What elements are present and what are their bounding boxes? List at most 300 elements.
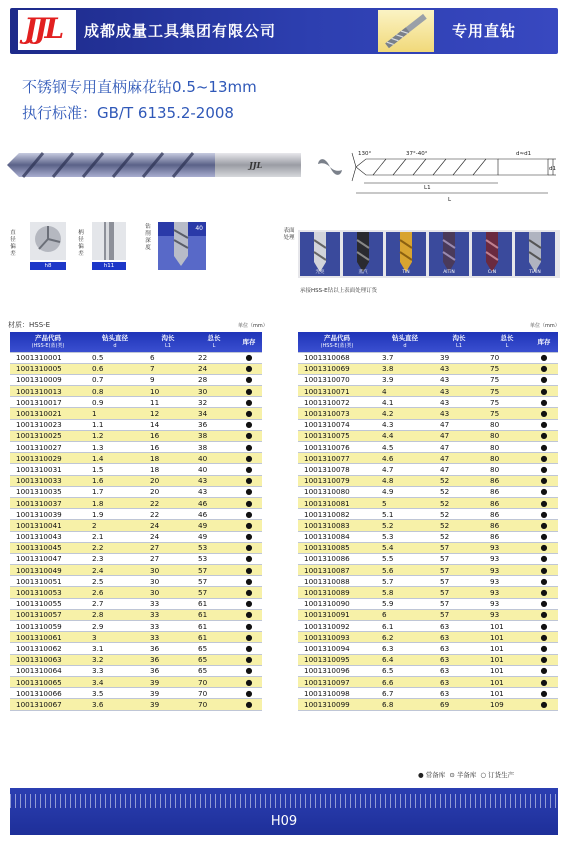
- coating-caption: AlTiN: [443, 270, 455, 275]
- cell-total-length: 86: [484, 497, 530, 508]
- cell-code: 1001310084: [298, 531, 376, 542]
- cell-code: 1001310043: [10, 531, 86, 542]
- cell-stock: ●: [530, 475, 558, 486]
- cell-code: 1001310082: [298, 509, 376, 520]
- cell-diameter: 1.9: [86, 509, 144, 520]
- coating-caption: TiN: [402, 270, 410, 275]
- company-logo: JJL: [24, 12, 62, 45]
- table-row: [298, 699, 558, 710]
- cell-flute-length: 57: [434, 598, 484, 609]
- cell-total-length: 101: [484, 665, 530, 676]
- cell-code: 1001310067: [10, 699, 86, 710]
- table-row: [10, 665, 262, 676]
- cell-flute-length: 47: [434, 419, 484, 430]
- shank-tolerance-tag: h11: [92, 262, 126, 270]
- cell-diameter: 1.1: [86, 419, 144, 430]
- cell-total-length: 101: [484, 676, 530, 687]
- cell-diameter: 1: [86, 408, 144, 419]
- cell-stock: ●: [530, 643, 558, 654]
- col-stock: 库存: [236, 332, 262, 352]
- cell-diameter: 2.4: [86, 565, 144, 576]
- cell-flute-length: 39: [144, 676, 192, 687]
- cell-code: 1001310091: [298, 609, 376, 620]
- cell-code: 1001310029: [10, 453, 86, 464]
- table-row: [298, 464, 558, 475]
- cell-total-length: 65: [192, 643, 236, 654]
- cell-stock: ●: [530, 676, 558, 687]
- cell-total-length: 75: [484, 386, 530, 397]
- stock-legend: [418, 770, 516, 779]
- cell-total-length: 40: [192, 453, 236, 464]
- cell-code: 1001310063: [10, 654, 86, 665]
- cell-stock: ●: [530, 374, 558, 385]
- table-row: [298, 509, 558, 520]
- unit-label-right: 单位（mm）: [530, 323, 560, 329]
- cell-diameter: 3.7: [376, 352, 434, 363]
- cell-total-length: 61: [192, 598, 236, 609]
- table-row: [298, 386, 558, 397]
- col-stock: 库存: [530, 332, 558, 352]
- cell-stock: ●: [236, 497, 262, 508]
- cell-stock: ●: [236, 643, 262, 654]
- cell-diameter: 3: [86, 632, 144, 643]
- table-row: [298, 609, 558, 620]
- table-row: [10, 363, 262, 374]
- cell-total-length: 86: [484, 531, 530, 542]
- cell-diameter: 4.2: [376, 408, 434, 419]
- drilling-depth-tag: 40: [195, 225, 203, 232]
- cell-code: 1001310096: [298, 665, 376, 676]
- cell-total-length: 28: [192, 374, 236, 385]
- cell-stock: ●: [236, 576, 262, 587]
- cell-code: 1001310093: [298, 632, 376, 643]
- table-row: [10, 430, 262, 441]
- cell-flute-length: 36: [144, 643, 192, 654]
- page-footer: [0, 788, 568, 841]
- cell-diameter: 6.1: [376, 621, 434, 632]
- cell-diameter: 2.1: [86, 531, 144, 542]
- cell-code: 1001310069: [298, 363, 376, 374]
- cell-total-length: 86: [484, 486, 530, 497]
- table-row: [298, 643, 558, 654]
- cell-code: 1001310073: [298, 408, 376, 419]
- cell-diameter: 4.9: [376, 486, 434, 497]
- coating-label: 表面处理: [283, 228, 295, 241]
- table-row: [10, 676, 262, 687]
- cell-total-length: 38: [192, 442, 236, 453]
- cell-stock: ●: [236, 699, 262, 710]
- cell-flute-length: 20: [144, 475, 192, 486]
- cell-stock: ●: [236, 352, 262, 363]
- cell-flute-length: 16: [144, 442, 192, 453]
- cell-diameter: 5.2: [376, 520, 434, 531]
- table-row: [298, 352, 558, 363]
- cell-flute-length: 12: [144, 408, 192, 419]
- cell-code: 1001310087: [298, 565, 376, 576]
- cell-stock: ●: [236, 632, 262, 643]
- table-row: [10, 553, 262, 564]
- spec-table-right: [298, 332, 558, 711]
- coating-caption: CrN: [487, 270, 497, 275]
- helix-angle-label: 37°-40°: [406, 151, 428, 157]
- col-code: 产品代码 (HSS-E(蓝)类): [298, 332, 376, 352]
- cell-flute-length: 24: [144, 520, 192, 531]
- cell-stock: ●: [530, 408, 558, 419]
- cell-flute-length: 14: [144, 419, 192, 430]
- cell-diameter: 3.1: [86, 643, 144, 654]
- cell-flute-length: 63: [434, 654, 484, 665]
- cell-diameter: 2.3: [86, 553, 144, 564]
- table-row: [10, 598, 262, 609]
- cell-flute-length: 63: [434, 665, 484, 676]
- cell-code: 1001310055: [10, 598, 86, 609]
- cell-stock: ●: [530, 542, 558, 553]
- legend-half: ⊙ 半备库: [449, 771, 477, 779]
- drilling-depth-label: 钻削深度: [145, 224, 151, 251]
- cell-code: 1001310092: [298, 621, 376, 632]
- cell-stock: ●: [236, 609, 262, 620]
- cell-total-length: 40: [192, 464, 236, 475]
- drill-cross-section: [315, 150, 345, 185]
- cell-flute-length: 16: [144, 430, 192, 441]
- table-row: [10, 520, 262, 531]
- table-row: [298, 654, 558, 665]
- cell-diameter: 0.7: [86, 374, 144, 385]
- coating-caption: 蒸汽: [358, 270, 368, 275]
- cell-stock: ●: [530, 509, 558, 520]
- cell-diameter: 5: [376, 497, 434, 508]
- cell-diameter: 1.6: [86, 475, 144, 486]
- cell-total-length: 93: [484, 609, 530, 620]
- cell-diameter: 6.7: [376, 688, 434, 699]
- cell-diameter: 6.2: [376, 632, 434, 643]
- cell-diameter: 4: [376, 386, 434, 397]
- cell-code: 1001310090: [298, 598, 376, 609]
- cell-diameter: 1.8: [86, 497, 144, 508]
- cell-total-length: 46: [192, 497, 236, 508]
- table-row: [298, 363, 558, 374]
- cell-code: 1001310051: [10, 576, 86, 587]
- cell-total-length: 101: [484, 643, 530, 654]
- cell-stock: ●: [236, 509, 262, 520]
- table-row: [10, 497, 262, 508]
- cell-diameter: 4.4: [376, 430, 434, 441]
- cell-diameter: 3.4: [86, 676, 144, 687]
- cell-code: 1001310088: [298, 576, 376, 587]
- cell-stock: ●: [236, 453, 262, 464]
- product-title: 不锈钢专用直柄麻花钻0.5~13mm: [22, 78, 257, 96]
- coating-altin: [429, 232, 469, 276]
- table-row: [298, 688, 558, 699]
- cell-stock: ●: [236, 688, 262, 699]
- cell-diameter: 3.9: [376, 374, 434, 385]
- cell-code: 1001310077: [298, 453, 376, 464]
- drilling-depth-icon: [158, 222, 206, 270]
- cell-flute-length: 9: [144, 374, 192, 385]
- table-row: [10, 408, 262, 419]
- table-row: [298, 442, 558, 453]
- cell-code: 1001310037: [10, 497, 86, 508]
- cell-stock: ●: [530, 453, 558, 464]
- cell-total-length: 57: [192, 587, 236, 598]
- table-row: [10, 565, 262, 576]
- cell-total-length: 32: [192, 397, 236, 408]
- cell-stock: ●: [236, 374, 262, 385]
- cell-stock: ●: [530, 386, 558, 397]
- cell-flute-length: 52: [434, 531, 484, 542]
- cell-diameter: 4.5: [376, 442, 434, 453]
- coating-crn: [472, 232, 512, 276]
- cell-total-length: 61: [192, 609, 236, 620]
- cell-code: 1001310035: [10, 486, 86, 497]
- cell-diameter: 2.7: [86, 598, 144, 609]
- cell-diameter: 1.3: [86, 442, 144, 453]
- table-header-row: [298, 332, 558, 352]
- cell-code: 1001310068: [298, 352, 376, 363]
- cell-flute-length: 11: [144, 397, 192, 408]
- cell-flute-length: 36: [144, 654, 192, 665]
- shank-tolerance-icon: [92, 222, 126, 260]
- table-row: [10, 386, 262, 397]
- table-row: [10, 509, 262, 520]
- cell-flute-length: 52: [434, 520, 484, 531]
- cell-diameter: 2.5: [86, 576, 144, 587]
- table-row: [298, 497, 558, 508]
- cell-diameter: 5.4: [376, 542, 434, 553]
- cell-flute-length: 7: [144, 363, 192, 374]
- cell-flute-length: 39: [434, 352, 484, 363]
- col-flute-length: 沟长 L1: [434, 332, 484, 352]
- l-label: L: [448, 197, 452, 203]
- cell-stock: ●: [236, 386, 262, 397]
- cell-diameter: 5.8: [376, 587, 434, 598]
- table-header-row: [10, 332, 262, 352]
- shank-tolerance-label: 柄径偏差: [78, 230, 84, 257]
- table-row: [298, 486, 558, 497]
- table-row: [10, 442, 262, 453]
- cell-total-length: 70: [192, 699, 236, 710]
- cell-flute-length: 57: [434, 553, 484, 564]
- cell-stock: ●: [530, 553, 558, 564]
- cell-total-length: 61: [192, 621, 236, 632]
- table-row: [298, 408, 558, 419]
- cell-total-length: 101: [484, 621, 530, 632]
- cell-total-length: 61: [192, 632, 236, 643]
- cell-diameter: 0.6: [86, 363, 144, 374]
- cell-code: 1001310078: [298, 464, 376, 475]
- cell-stock: ●: [530, 486, 558, 497]
- cell-diameter: 2.2: [86, 542, 144, 553]
- cell-code: 1001310072: [298, 397, 376, 408]
- cell-code: 1001310086: [298, 553, 376, 564]
- cell-total-length: 65: [192, 665, 236, 676]
- cell-code: 1001310013: [10, 386, 86, 397]
- cell-diameter: 3.6: [86, 699, 144, 710]
- cell-total-length: 34: [192, 408, 236, 419]
- table-row: [298, 576, 558, 587]
- cell-code: 1001310023: [10, 419, 86, 430]
- cell-stock: ●: [236, 363, 262, 374]
- cell-flute-length: 52: [434, 475, 484, 486]
- cell-stock: ●: [236, 565, 262, 576]
- table-row: [298, 419, 558, 430]
- cell-code: 1001310009: [10, 374, 86, 385]
- cell-total-length: 75: [484, 408, 530, 419]
- cell-stock: ●: [530, 363, 558, 374]
- cell-flute-length: 52: [434, 509, 484, 520]
- cell-diameter: 3.3: [86, 665, 144, 676]
- cell-flute-length: 47: [434, 430, 484, 441]
- cell-code: 1001310080: [298, 486, 376, 497]
- cell-code: 1001310062: [10, 643, 86, 654]
- cell-flute-length: 33: [144, 598, 192, 609]
- l1-label: L1: [424, 185, 431, 191]
- legend-stock: ● 常备库: [418, 771, 446, 779]
- table-row: [10, 419, 262, 430]
- table-row: [298, 553, 558, 564]
- cell-stock: ●: [530, 665, 558, 676]
- cell-code: 1001310027: [10, 442, 86, 453]
- table-row: [10, 699, 262, 710]
- cell-diameter: 4.1: [376, 397, 434, 408]
- cell-diameter: 4.3: [376, 419, 434, 430]
- table-row: [298, 632, 558, 643]
- cell-stock: ●: [530, 520, 558, 531]
- cell-total-length: 86: [484, 509, 530, 520]
- cell-flute-length: 33: [144, 609, 192, 620]
- cell-code: 1001310041: [10, 520, 86, 531]
- table-row: [298, 665, 558, 676]
- table-row: [10, 654, 262, 665]
- cell-total-length: 46: [192, 509, 236, 520]
- cell-flute-length: 10: [144, 386, 192, 397]
- cell-stock: ●: [236, 486, 262, 497]
- cell-code: 1001310039: [10, 509, 86, 520]
- cell-total-length: 93: [484, 565, 530, 576]
- cell-flute-length: 43: [434, 374, 484, 385]
- cell-stock: ●: [236, 542, 262, 553]
- footer-ruler: [10, 794, 558, 808]
- cell-total-length: 49: [192, 531, 236, 542]
- page-header: [0, 0, 568, 66]
- cell-diameter: 1.5: [86, 464, 144, 475]
- cell-flute-length: 18: [144, 453, 192, 464]
- table-row: [298, 598, 558, 609]
- cell-diameter: 4.8: [376, 475, 434, 486]
- cell-diameter: 3.5: [86, 688, 144, 699]
- cell-flute-length: 63: [434, 643, 484, 654]
- table-row: [10, 632, 262, 643]
- cell-flute-length: 57: [434, 576, 484, 587]
- table-row: [10, 397, 262, 408]
- cell-total-length: 75: [484, 397, 530, 408]
- cell-code: 1001310033: [10, 475, 86, 486]
- cell-diameter: 5.9: [376, 598, 434, 609]
- point-angle-label: 130°: [358, 151, 372, 157]
- table-row: [298, 542, 558, 553]
- cell-flute-length: 30: [144, 565, 192, 576]
- cell-stock: ●: [530, 565, 558, 576]
- unit-label-left: 单位（mm）: [238, 323, 268, 329]
- table-row: [10, 464, 262, 475]
- cell-flute-length: 47: [434, 453, 484, 464]
- table-row: [10, 374, 262, 385]
- cell-flute-length: 27: [144, 553, 192, 564]
- cell-diameter: 6.3: [376, 643, 434, 654]
- cell-flute-length: 43: [434, 397, 484, 408]
- table-row: [10, 542, 262, 553]
- cell-code: 1001310075: [298, 430, 376, 441]
- cell-flute-length: 39: [144, 688, 192, 699]
- cell-diameter: 2.6: [86, 587, 144, 598]
- cell-flute-length: 63: [434, 621, 484, 632]
- cell-stock: ●: [236, 464, 262, 475]
- cell-code: 1001310057: [10, 609, 86, 620]
- cell-code: 1001310031: [10, 464, 86, 475]
- cell-diameter: 6.6: [376, 676, 434, 687]
- company-name: 成都成量工具集团有限公司: [84, 22, 277, 40]
- cell-flute-length: 6: [144, 352, 192, 363]
- cell-total-length: 65: [192, 654, 236, 665]
- table-row: [10, 621, 262, 632]
- table-row: [298, 520, 558, 531]
- cell-stock: ●: [236, 442, 262, 453]
- cell-total-length: 70: [192, 688, 236, 699]
- cell-code: 1001310074: [298, 419, 376, 430]
- cell-stock: ●: [236, 397, 262, 408]
- cell-total-length: 24: [192, 363, 236, 374]
- cell-flute-length: 33: [144, 632, 192, 643]
- cell-stock: ●: [530, 497, 558, 508]
- cell-stock: ●: [236, 665, 262, 676]
- cell-diameter: 0.5: [86, 352, 144, 363]
- cell-code: 1001310025: [10, 430, 86, 441]
- cell-stock: ●: [236, 408, 262, 419]
- diameter-tolerance-tag: h8: [30, 262, 66, 270]
- cell-total-length: 30: [192, 386, 236, 397]
- spec-table-left: [10, 332, 262, 711]
- cell-total-length: 80: [484, 442, 530, 453]
- d-eq-d1-label: d≈d1: [516, 151, 532, 157]
- cell-code: 1001310021: [10, 408, 86, 419]
- cell-stock: ●: [530, 430, 558, 441]
- cell-total-length: 86: [484, 475, 530, 486]
- cell-flute-length: 27: [144, 542, 192, 553]
- table-row: [10, 587, 262, 598]
- cell-flute-length: 63: [434, 688, 484, 699]
- cell-code: 1001310095: [298, 654, 376, 665]
- coating-caption: TiAlN: [529, 270, 541, 275]
- col-flute-length: 沟长 L1: [144, 332, 192, 352]
- cell-total-length: 93: [484, 542, 530, 553]
- cell-diameter: 5.6: [376, 565, 434, 576]
- cell-stock: ●: [530, 598, 558, 609]
- cell-total-length: 70: [192, 676, 236, 687]
- cell-code: 1001310076: [298, 442, 376, 453]
- cell-code: 1001310079: [298, 475, 376, 486]
- table-row: [10, 643, 262, 654]
- material-label: 材质：HSS-E: [8, 321, 51, 329]
- cell-stock: ●: [236, 430, 262, 441]
- cell-total-length: 80: [484, 453, 530, 464]
- cell-total-length: 57: [192, 576, 236, 587]
- cell-total-length: 49: [192, 520, 236, 531]
- cell-diameter: 6.4: [376, 654, 434, 665]
- cell-stock: ●: [236, 621, 262, 632]
- cell-diameter: 0.9: [86, 397, 144, 408]
- table-row: [298, 475, 558, 486]
- col-code: 产品代码 (HSS-E(蓝)类): [10, 332, 86, 352]
